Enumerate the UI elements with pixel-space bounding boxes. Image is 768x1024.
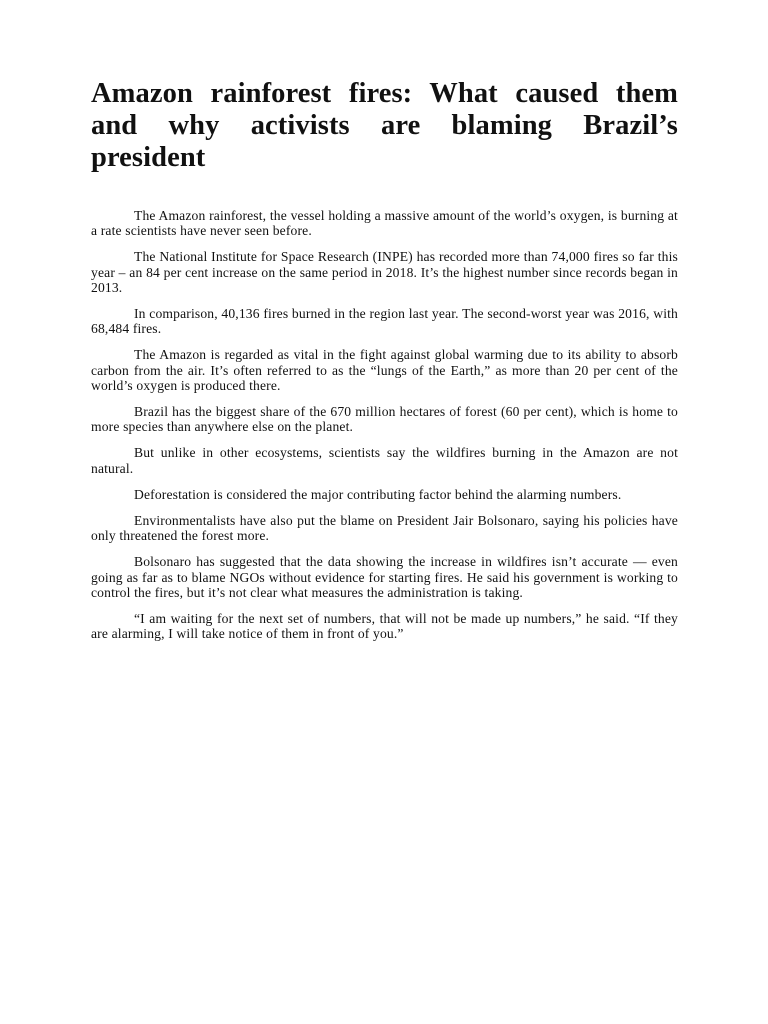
paragraph: Environmentalists have also put the blame on President Jair Bolsonaro, saying his policies have only threatened the forest more. [91,513,678,544]
document-body [91,208,678,641]
document-title: Amazon rainforest fires: What caused them and why activists are blaming Brazil’s president [91,78,678,173]
paragraph: The Amazon is regarded as vital in the fight against global warming due to its ability to absorb carbon from the air. It’s often referred to as the “lungs of the Earth,” as more than 20 per cent of the world’s oxygen is produced there. [91,347,678,393]
paragraph: “I am waiting for the next set of numbers, that will not be made up numbers,” he said. “If they are alarming, I will take notice of them in front of you.” [91,611,678,642]
paragraph: Bolsonaro has suggested that the data showing the increase in wildfires isn’t accurate — even going as far as to blame NGOs without evidence for starting fires. He said his government is working to control the fires, but it’s not clear what measures the administration is taking. [91,554,678,600]
paragraph: The National Institute for Space Research (INPE) has recorded more than 74,000 fires so far this year – an 84 per cent increase on the same period in 2018. It’s the highest number since records began in 2013. [91,249,678,295]
paragraph: But unlike in other ecosystems, scientists say the wildfires burning in the Amazon are not natural. [91,445,678,476]
paragraph: In comparison, 40,136 fires burned in the region last year. The second-worst year was 2016, with 68,484 fires. [91,306,678,337]
paragraph: Deforestation is considered the major contributing factor behind the alarming numbers. [134,486,622,502]
paragraph: The Amazon rainforest, the vessel holding a massive amount of the world’s oxygen, is burning at a rate scientists have never seen before. [91,208,678,239]
paragraph: Brazil has the biggest share of the 670 million hectares of forest (60 per cent), which is home to more species than anywhere else on the planet. [91,404,678,435]
document-page [91,78,678,652]
